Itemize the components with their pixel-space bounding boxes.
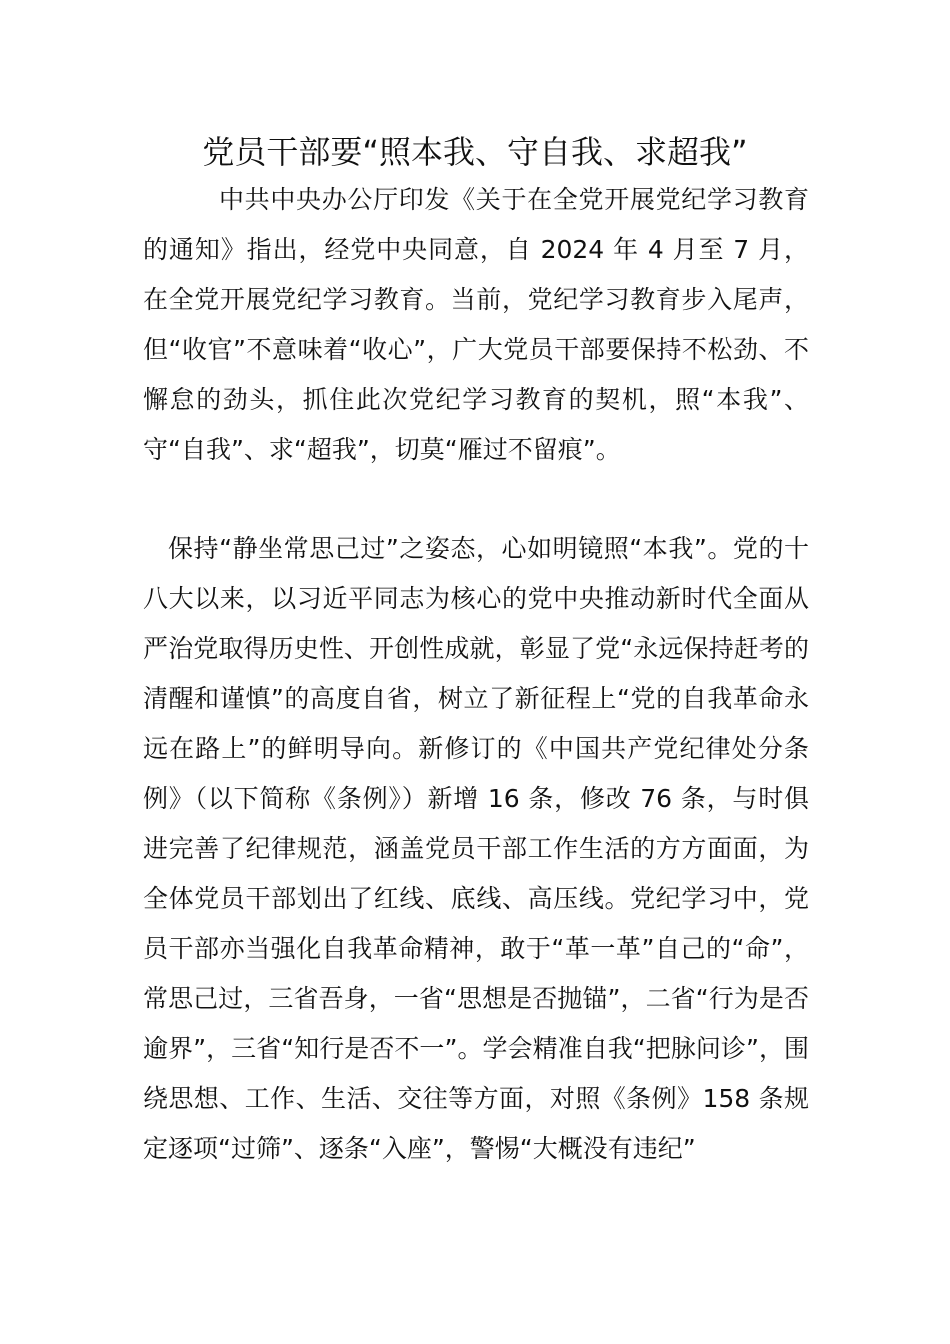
paragraph-1: 中共中央办公厅印发《关于在全党开展党纪学习教育的通知》指出，经党中央同意，自 2024 年 4 月至 7 月，在全党开展党纪学习教育。当前，党纪学习教育步入尾声，但“收官”不意味着“收心”，广大党员干部要保持不松劲、不懈怠的劲头，抓住此次党纪学习教育的契机，照“本我”、守“自我”、求“超我”，切莫“雁过不留痕”。 [143, 185, 809, 464]
paragraph-2: 保持“静坐常思己过”之姿态，心如明镜照“本我”。党的十八大以来，以习近平同志为核心的党中央推动新时代全面从严治党取得历史性、开创性成就，彰显了党“永远保持赶考的清醒和谨慎”的高度自省，树立了新征程上“党的自我革命永远在路上”的鲜明导向。新修订的《中国共产党纪律处分条例》（以下简称《条例》）新增 16 条，修改 76 条，与时俱进完善了纪律规范，涵盖党员干部工作生活的方方面面，为全体党员干部划出了红线、底线、高压线。党纪学习中，党员干部亦当强化自我革命精神，敢于“革一革”自己的“命”，常思己过，三省吾身，一省“思想是否抛锚”，二省“行为是否逾界”，三省“知行是否不一”。学会精准自我“把脉问诊”，围绕思想、工作、生活、交往等方面，对照《条例》158 条规定逐项“过筛”、逐条“入座”，警惕“大概没有违纪” [143, 534, 809, 1163]
document-title: 党员干部要“照本我、守自我、求超我” [202, 133, 748, 171]
